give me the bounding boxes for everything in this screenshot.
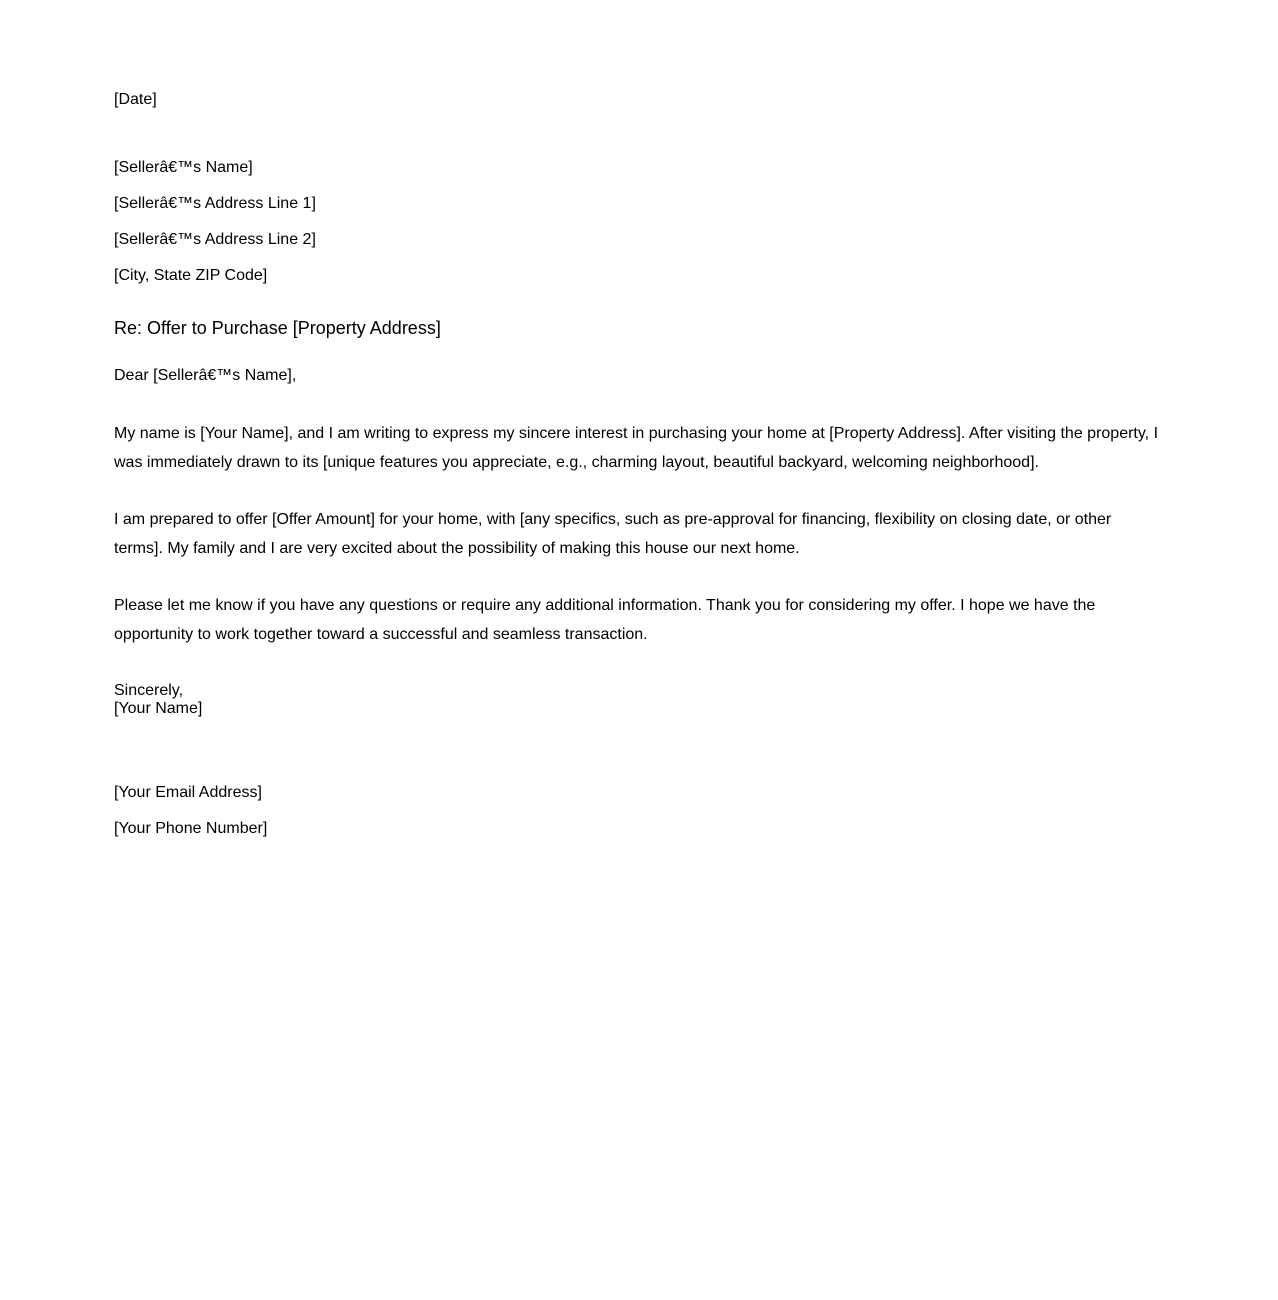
letter-subject: Re: Offer to Purchase [Property Address] <box>114 318 441 338</box>
recipient-name: [Sellerâ€™s Name] <box>114 159 253 176</box>
body-paragraph-2: I am prepared to offer [Offer Amount] for your home, with [any specifics, such as pre-approval for financing, flexibility on closing date, or other terms]. My family and I are very excited about the possibility of making this house our next home. <box>114 511 1112 557</box>
recipient-address-line-2: [Sellerâ€™s Address Line 2] <box>114 231 316 248</box>
contact-email: [Your Email Address] <box>114 784 262 801</box>
letter-closing: Sincerely, <box>114 682 184 699</box>
letter-date: [Date] <box>114 91 157 108</box>
contact-phone: [Your Phone Number] <box>114 820 268 837</box>
signature-name: [Your Name] <box>114 700 203 717</box>
recipient-city-state-zip: [City, State ZIP Code] <box>114 267 268 284</box>
body-paragraph-3: Please let me know if you have any questions or require any additional information. Thank you for considering my offer. I hope we have the opportunity to work together toward a successful and seamless transaction. <box>114 597 1096 643</box>
recipient-address-line-1: [Sellerâ€™s Address Line 1] <box>114 195 316 212</box>
body-paragraph-1: My name is [Your Name], and I am writing to express my sincere interest in purchasing your home at [Property Address]. After visiting the property, I was immediately drawn to its [unique features you appreciate, e.g., charming layout, beautiful backyard, welcoming neighborhood]. <box>114 425 1159 471</box>
letter-salutation: Dear [Sellerâ€™s Name], <box>114 367 297 384</box>
